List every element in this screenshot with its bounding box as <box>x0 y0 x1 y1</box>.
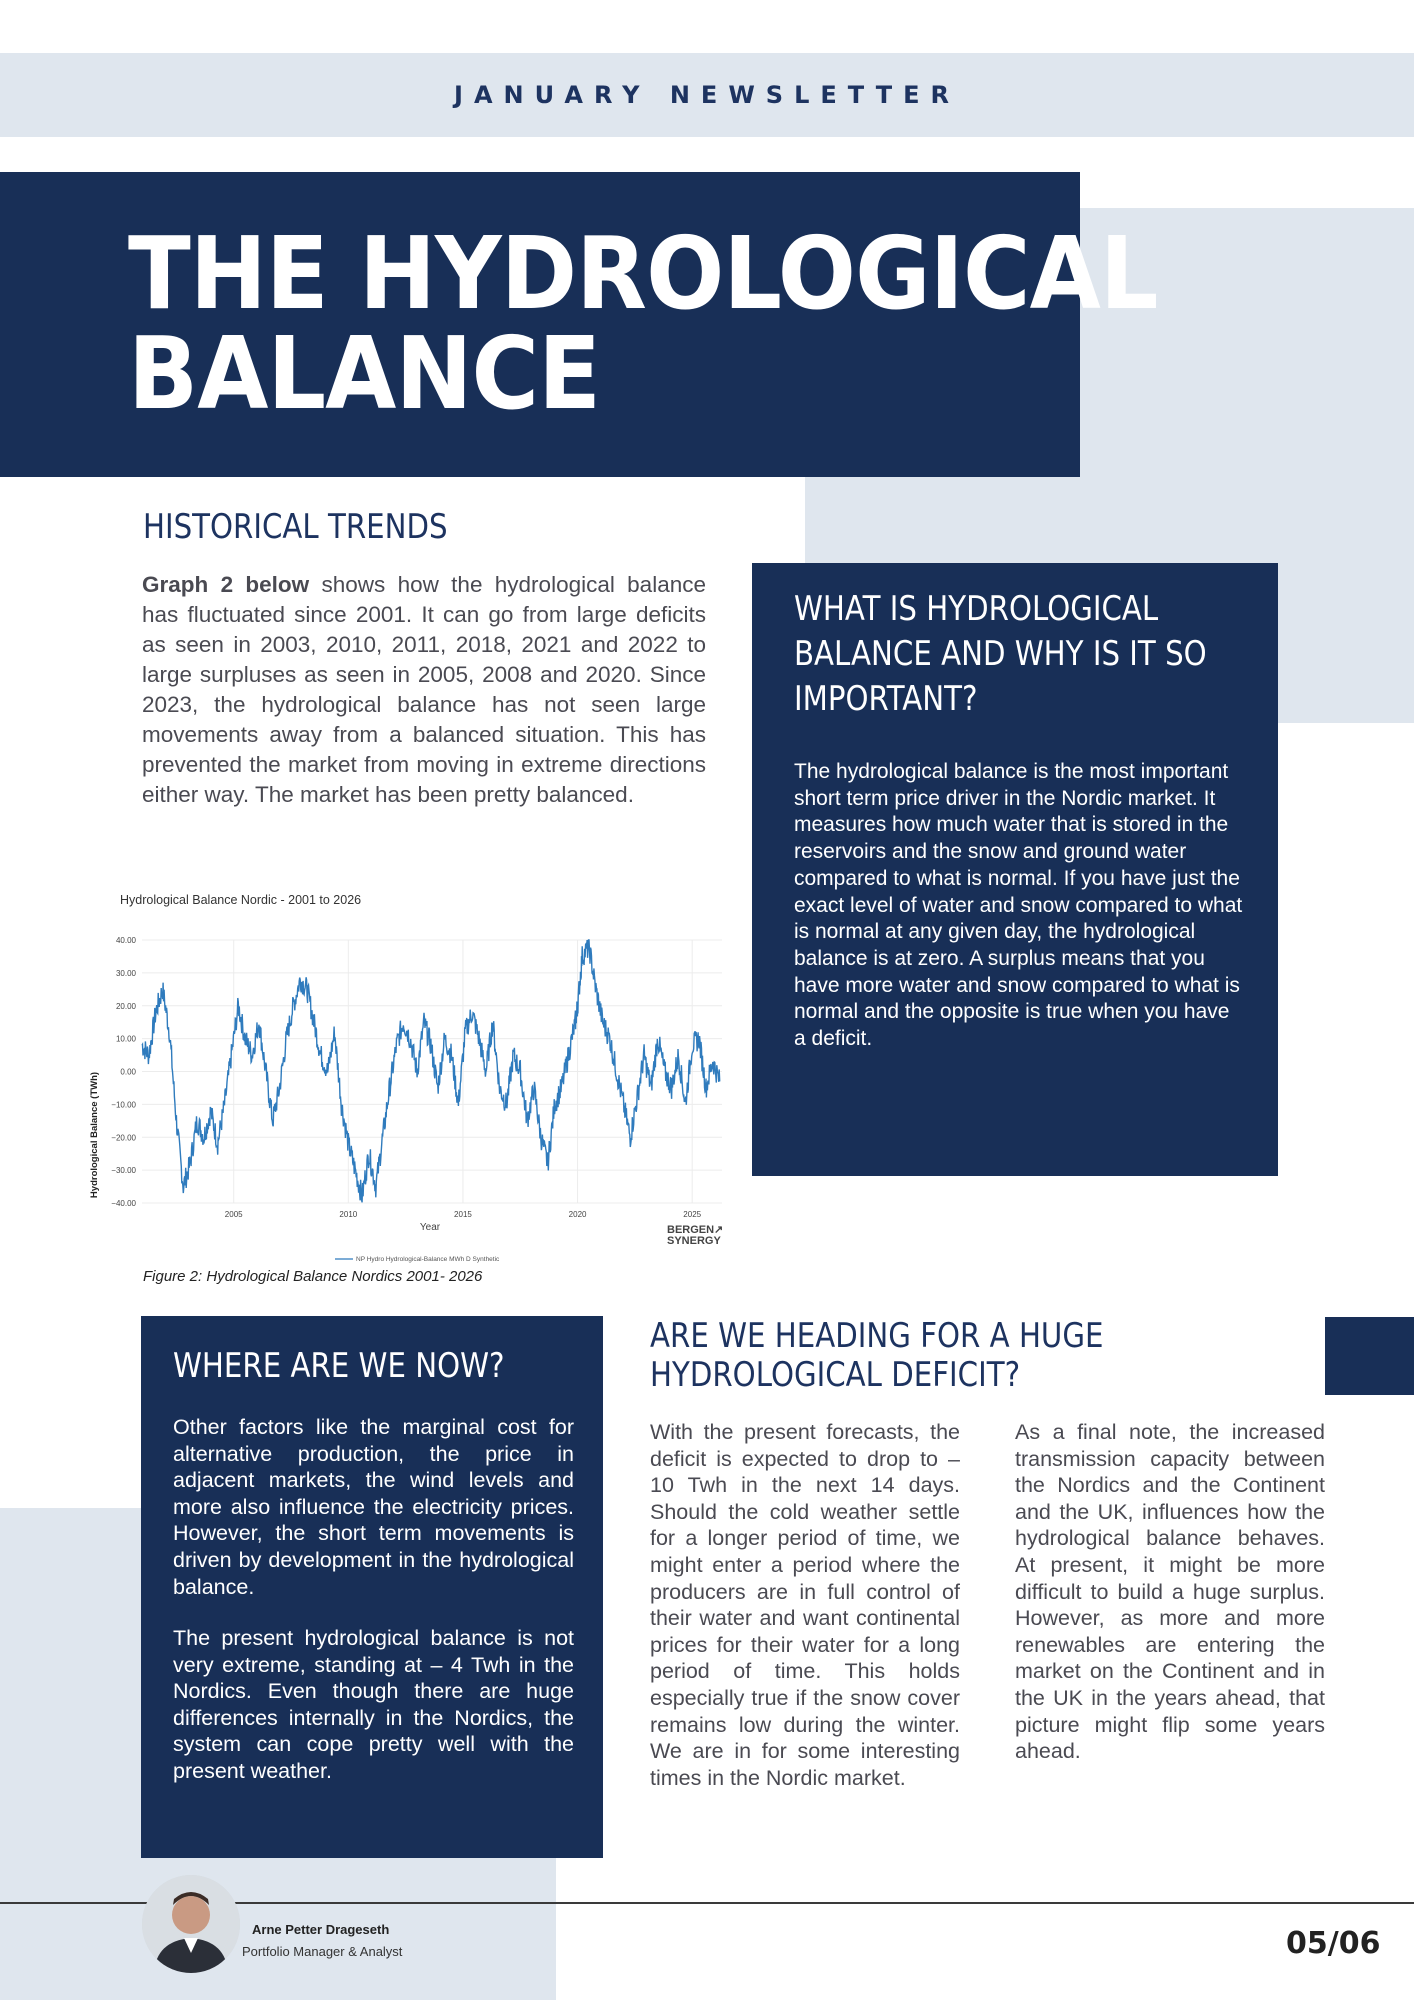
page-number: 05/06 <box>1286 1926 1381 1961</box>
what-heading-line-3: IMPORTANT? <box>794 679 978 719</box>
title-block <box>0 172 1158 477</box>
what-heading-line-2: BALANCE AND WHY IS IT SO <box>794 634 1207 674</box>
chart-brand-line-2: SYNERGY <box>667 1235 721 1247</box>
figure-caption: Figure 2: Hydrological Balance Nordics 2001- 2026 <box>143 1268 483 1285</box>
what-is-box <box>752 563 1278 1176</box>
hydrological-balance-chart <box>80 885 740 1270</box>
what-body: The hydrological balance is the most important short term price driver in the Nordic market. It measures how much water that is stored in the reservoirs and the snow and ground water compared to what is normal. If you have just the exact level of water and snow compared to what is normal at any given day, the hydrological balance is at zero. A surplus means that you have more water and snow compared to what is normal and the opposite is true when you have a deficit. <box>794 760 1243 1051</box>
where-para-1: Other factors like the marginal cost for alternative production, the price in adjacent markets, the wind levels and more also influence the electricity prices. However, the short term movements is driven by development in the hydrological balance. <box>173 1415 574 1599</box>
where-box <box>141 1316 603 1858</box>
historical-body <box>142 570 706 810</box>
deficit-column-1: With the present forecasts, the deficit is expected to drop to – 10 Twh in the next 14 days. Should the cold weather settle for a longer period of time, we might enter a period where the producers are in full control of their water and want continental prices for their water for a long period of time. This holds especially true if the snow cover remains low during the winter. We are in for some interesting times in the Nordic market. <box>650 1420 960 1790</box>
chart-x-tick-label: 2015 <box>454 1210 472 1219</box>
person-icon <box>142 1875 240 1973</box>
chart-y-tick-label: 0.00 <box>120 1067 136 1077</box>
chart-x-ticks <box>225 1210 702 1219</box>
chart-y-ticks <box>111 936 136 1208</box>
what-heading-line-1: WHAT IS HYDROLOGICAL <box>794 589 1159 629</box>
author-role: Portfolio Manager & Analyst <box>242 1944 403 1959</box>
deficit-heading-line-1: ARE WE HEADING FOR A HUGE <box>650 1316 1104 1356</box>
decorative-square <box>1325 1317 1414 1395</box>
historical-body-text: shows how the hydrological balance has fluctuated since 2001. It can go from large deficits as seen in 2003, 2010, 2011, 2018, 2021 and 2022 to large surpluses as seen in 2005, 2008 and 2020. Since 2023, the hydrological balance has not seen large movements away from a balanced situation. This has prevented the market from moving in extreme directions either way. The market has been pretty balanced. <box>142 572 706 807</box>
chart-y-tick-label: −10.00 <box>111 1100 136 1110</box>
deficit-heading-line-2: HYDROLOGICAL DEFICIT? <box>650 1355 1021 1395</box>
bg-block-middle <box>805 477 1080 563</box>
page-title-line-2: BALANCE <box>128 315 601 432</box>
page-title-line-1: THE HYDROLOGICAL <box>128 215 1158 332</box>
historical-heading: HISTORICAL TRENDS <box>143 507 448 547</box>
newsletter-label: JANUARY NEWSLETTER <box>454 81 960 109</box>
chart-title: Hydrological Balance Nordic - 2001 to 2026 <box>120 893 362 907</box>
chart-y-tick-label: −30.00 <box>111 1166 136 1176</box>
chart-x-tick-label: 2025 <box>683 1210 702 1219</box>
chart-y-tick-label: 40.00 <box>115 936 136 945</box>
chart-x-tick-label: 2010 <box>339 1210 358 1219</box>
chart-x-tick-label: 2005 <box>224 1210 243 1219</box>
chart-y-tick-label: 30.00 <box>115 968 136 978</box>
chart-x-tick-label: 2020 <box>568 1210 587 1219</box>
deficit-column-2: As a final note, the increased transmission capacity between the Nordics and the Continent and the UK, influences how the hydrological balance behaves. At present, it might be more difficult to build a huge surplus. However, as more and more renewables are entering the market on the Continent and in the UK in the years ahead, that picture might flip some years ahead. <box>1015 1420 1325 1764</box>
newsletter-header-bar <box>0 53 1414 137</box>
chart-y-tick-label: −20.00 <box>111 1133 136 1143</box>
where-heading: WHERE ARE WE NOW? <box>173 1346 505 1386</box>
historical-lead: Graph 2 below <box>142 572 310 597</box>
chart-y-tick-label: −40.00 <box>111 1199 136 1208</box>
chart-legend: NP Hydro Hydrological-Balance MWh D Synthetic <box>356 1256 500 1263</box>
author-avatar <box>142 1875 240 1973</box>
chart-ylabel: Hydrological Balance (TWh) <box>89 1071 100 1199</box>
chart-y-tick-label: 20.00 <box>115 1001 136 1011</box>
chart-y-tick-label: 10.00 <box>115 1034 136 1044</box>
author-name: Arne Petter Drageseth <box>252 1922 390 1937</box>
where-para-2: The present hydrological balance is not very extreme, standing at – 4 Twh in the Nordics. Even though there are huge differences internally in the Nordics, the system can cope pretty well with the present weather. <box>173 1626 574 1783</box>
chart-brand-line-1: BERGEN↗ <box>667 1224 724 1236</box>
chart-xlabel: Year <box>419 1222 441 1233</box>
